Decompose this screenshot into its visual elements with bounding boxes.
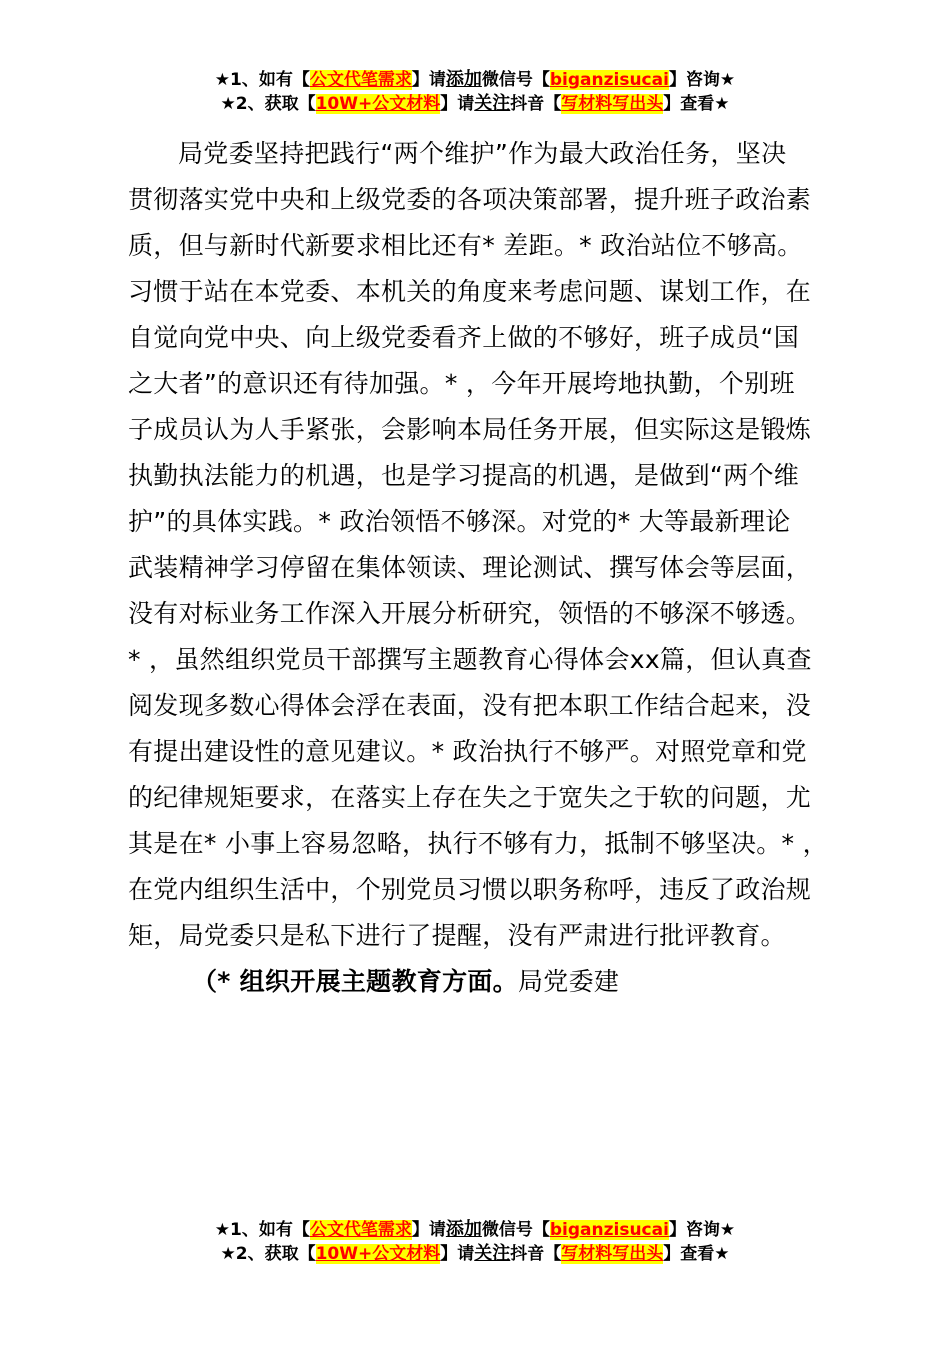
body-line: 的纪律规矩要求，在落实上存在失之于宽失之于软的问题，尤 [128, 783, 812, 812]
highlight-service: 公文代笔需求 [309, 1220, 412, 1240]
footer-banner [0, 1218, 950, 1266]
banner-line-2 [0, 1242, 950, 1266]
body-line: 其是在* 小事上容易忽略，执行不够有力，抵制不够坚决。* ， [128, 829, 828, 858]
banner-text: ★2、获取【 [220, 94, 316, 114]
banner-text: ★2、获取【 [220, 1244, 316, 1264]
banner-emphasis: 关注 [474, 93, 511, 114]
banner-text: 抖音【 [510, 94, 562, 114]
body-line: 在党内组织生活中，个别党员习惯以职务称呼，违反了政治规 [128, 875, 812, 904]
banner-text: 】请 [440, 1244, 475, 1264]
body-line: 子成员认为人手紧张，会影响本局任务开展，但实际这是锻炼 [128, 415, 812, 444]
banner-text: ★1、如有【 [214, 70, 310, 90]
body-line: 局党委坚持把践行“两个维护”作为最大政治任务，坚决 [178, 139, 787, 168]
body-line: 没有对标业务工作深入开展分析研究，领悟的不够深不够透。 [128, 599, 812, 628]
section-heading-bold: （* 组织开展主题教育方面。 [192, 967, 518, 996]
body-line: 习惯于站在本党委、本机关的角度来考虑问题、谋划工作，在 [128, 277, 812, 306]
body-line: 之大者”的意识还有待加强。* ，今年开展垮地执勤，个别班 [128, 369, 795, 398]
banner-text: 】咨询★ [668, 70, 736, 90]
banner-text: 】查看★ [663, 1244, 730, 1264]
body-line: 执勤执法能力的机遇，也是学习提高的机遇，是做到“两个维 [128, 461, 800, 490]
banner-line-2 [0, 92, 950, 116]
banner-text: 】查看★ [663, 94, 730, 114]
banner-text: ★1、如有【 [214, 1220, 310, 1240]
banner-emphasis: 添加 [445, 1219, 482, 1240]
body-line: 护”的具体实践。* 政治领悟不够深。对党的* 大等最新理论 [128, 507, 791, 536]
banner-text: 抖音【 [510, 1244, 562, 1264]
body-line: 质，但与新时代新要求相比还有* 差距。* 政治站位不够高。 [128, 231, 803, 260]
banner-emphasis: 关注 [474, 1243, 511, 1264]
header-banner [0, 68, 950, 116]
highlight-wechat-id: biganzisucai [549, 70, 669, 90]
highlight-douyin: 写材料写出头 [561, 94, 664, 114]
body-line: 有提出建设性的意见建议。* 政治执行不够严。对照党章和党 [128, 737, 807, 766]
document-body [128, 131, 834, 1005]
banner-line-1 [0, 68, 950, 92]
banner-line-1 [0, 1218, 950, 1242]
body-line: 武装精神学习停留在集体领读、理论测试、撰写体会等层面， [128, 553, 812, 582]
banner-emphasis: 添加 [445, 69, 482, 90]
body-line: 自觉向党中央、向上级党委看齐上做的不够好，班子成员“国 [128, 323, 800, 352]
banner-text: 微信号【 [481, 1220, 550, 1240]
highlight-materials: 10W+公文材料 [315, 1244, 441, 1264]
highlight-materials: 10W+公文材料 [315, 94, 441, 114]
highlight-service: 公文代笔需求 [309, 70, 412, 90]
body-line: 矩，局党委只是私下进行了提醒，没有严肃进行批评教育。 [128, 921, 786, 950]
banner-text: 微信号【 [481, 70, 550, 90]
body-line: 阅发现多数心得体会浮在表面，没有把本职工作结合起来，没 [128, 691, 812, 720]
highlight-wechat-id: biganzisucai [549, 1220, 669, 1240]
highlight-douyin: 写材料写出头 [561, 1244, 664, 1264]
banner-text: 】请 [411, 1220, 446, 1240]
banner-text: 】咨询★ [668, 1220, 736, 1240]
section-heading [128, 959, 834, 1005]
banner-text: 】请 [411, 70, 446, 90]
section-heading-rest: 局党委建 [517, 967, 620, 996]
banner-text: 】请 [440, 94, 475, 114]
body-line: 贯彻落实党中央和上级党委的各项决策部署，提升班子政治素 [128, 185, 812, 214]
body-line: * ，虽然组织党员干部撰写主题教育心得体会xx篇，但认真查 [128, 645, 812, 674]
